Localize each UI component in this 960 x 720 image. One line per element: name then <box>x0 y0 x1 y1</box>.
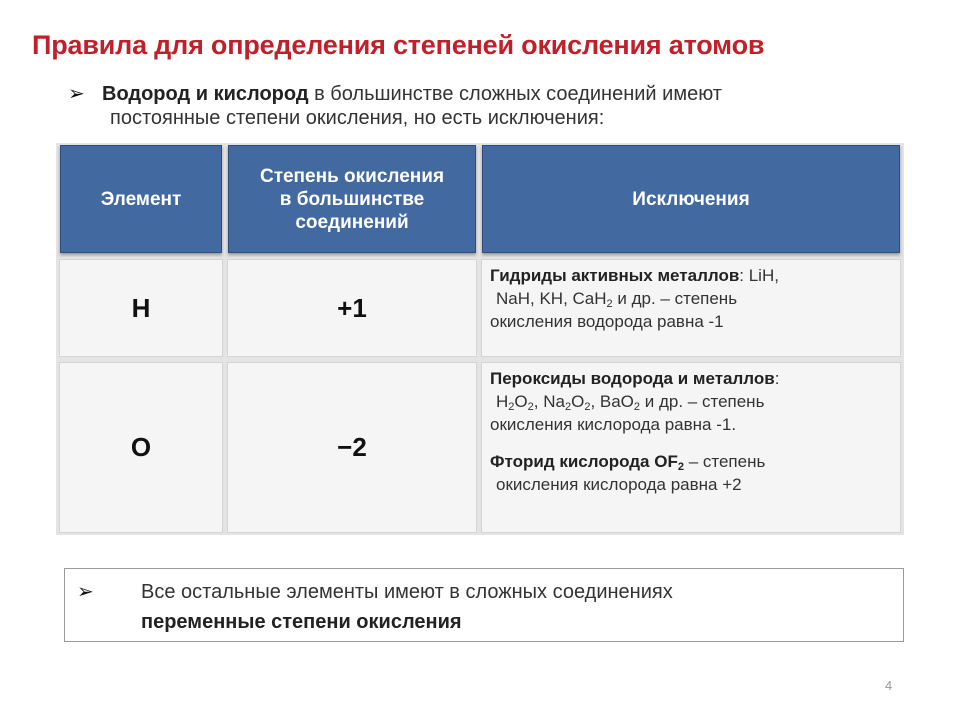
arrow-bullet-icon: ➢ <box>68 83 85 105</box>
intro-rest: в большинстве сложных соединений имеют <box>308 83 722 105</box>
exc-o-line-3: окисления кислорода равна -1. <box>490 415 737 434</box>
cell-element-h: H <box>60 260 222 356</box>
header-state-line: соединений <box>295 211 409 233</box>
header-exceptions: Исключения <box>482 145 900 253</box>
cell-state-h: +1 <box>228 260 476 356</box>
header-element: Элемент <box>60 145 222 253</box>
cell-state-o: −2 <box>228 363 476 532</box>
exc-o-line-2: $H_2O_2$, $Na_2O_2$, BaO$_2$ и др. – степень <box>496 392 765 413</box>
exc-o-line-4: Фторид кислорода $OF_2$ – степень <box>490 452 766 473</box>
header-state <box>228 145 476 253</box>
intro-line-2: постоянные степени окисления, но есть исключения: <box>110 107 605 129</box>
exc-h-line-1: Гидриды активных металлов: LiH, <box>490 266 779 285</box>
note-line-2: переменные степени окисления <box>141 611 462 633</box>
exc-o-line-5: окисления кислорода равна +2 <box>496 475 742 494</box>
intro-line-1 <box>70 82 910 106</box>
exc-o-line-1: Пероксиды водорода и металлов: <box>490 369 780 388</box>
cell-element-o: O <box>60 363 222 532</box>
intro-bold: Водород и кислород <box>102 83 309 105</box>
note-line-1: Все остальные элементы имеют в сложных соединениях <box>141 581 673 603</box>
note-text <box>141 577 673 637</box>
cell-exceptions-h <box>482 260 900 356</box>
arrow-bullet-icon: ➢ <box>77 581 94 603</box>
header-state-line: в большинстве <box>279 188 425 210</box>
header-state-line: Степень окисления <box>259 165 445 187</box>
cell-exceptions-o <box>482 363 900 532</box>
exc-h-line-2: NaH, KH, CaH$_2$ и др. – степень <box>496 289 738 310</box>
page-number: 4 <box>885 678 893 693</box>
intro-paragraph <box>70 82 910 130</box>
exc-h-line-3: окисления водорода равна -1 <box>490 312 724 331</box>
oxidation-table <box>56 143 904 535</box>
note-box <box>64 568 904 642</box>
page-title: Правила для определения степеней окисления атомов <box>32 30 765 60</box>
